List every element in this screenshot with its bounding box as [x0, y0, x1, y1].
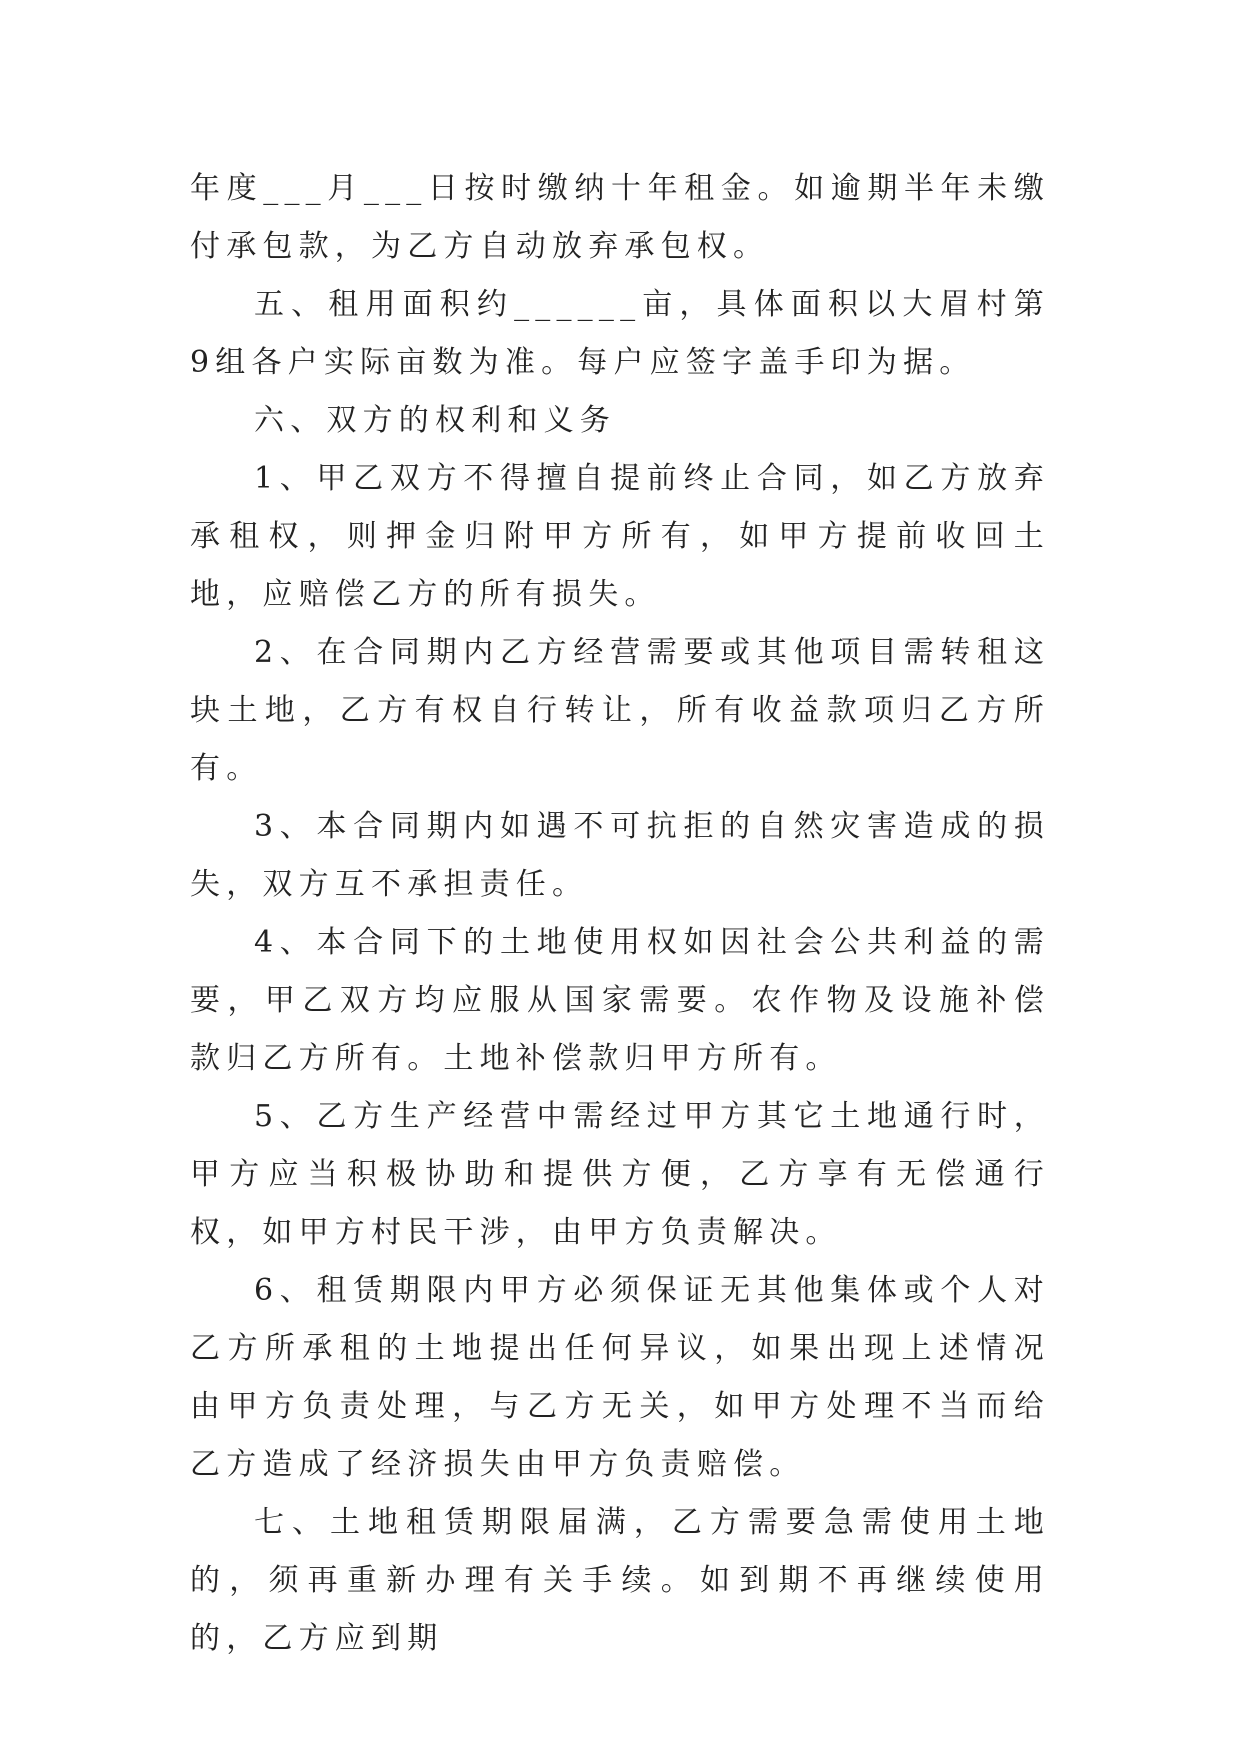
document-body	[190, 160, 1050, 1668]
paragraph-lease-area: 五、租用面积约______亩，具体面积以大眉村第9组各户实际亩数为准。每户应签字盖手印为据。	[190, 287, 1050, 380]
clause-5: 5、乙方生产经营中需经过甲方其它土地通行时，甲方应当积极协助和提供方便，乙方享有无偿通行权，如甲方村民干涉，由甲方负责解决。	[190, 1099, 1050, 1250]
clause-6: 6、租赁期限内甲方必须保证无其他集体或个人对乙方所承租的土地提出任何异议，如果出现上述情况由甲方负责处理，与乙方无关，如甲方处理不当而给乙方造成了经济损失由甲方负责赔偿。	[190, 1273, 1050, 1482]
paragraph-rent-payment: 年度___月___日按时缴纳十年租金。如逾期半年未缴付承包款，为乙方自动放弃承包权。	[190, 171, 1050, 264]
clause-3: 3、本合同期内如遇不可抗拒的自然灾害造成的损失，双方互不承担责任。	[190, 809, 1050, 902]
paragraph-lease-expiry: 七、土地租赁期限届满，乙方需要急需使用土地的，须再重新办理有关手续。如到期不再继续使用的，乙方应到期	[190, 1505, 1050, 1656]
section-heading-rights-obligations: 六、双方的权利和义务	[254, 403, 616, 438]
clause-2: 2、在合同期内乙方经营需要或其他项目需转租这块土地，乙方有权自行转让，所有收益款项归乙方所有。	[190, 635, 1050, 786]
clause-4: 4、本合同下的土地使用权如因社会公共利益的需要，甲乙双方均应服从国家需要。农作物及设施补偿款归乙方所有。土地补偿款归甲方所有。	[190, 925, 1050, 1076]
clause-1: 1、甲乙双方不得擅自提前终止合同，如乙方放弃承租权，则押金归附甲方所有，如甲方提前收回土地，应赔偿乙方的所有损失。	[190, 461, 1050, 612]
